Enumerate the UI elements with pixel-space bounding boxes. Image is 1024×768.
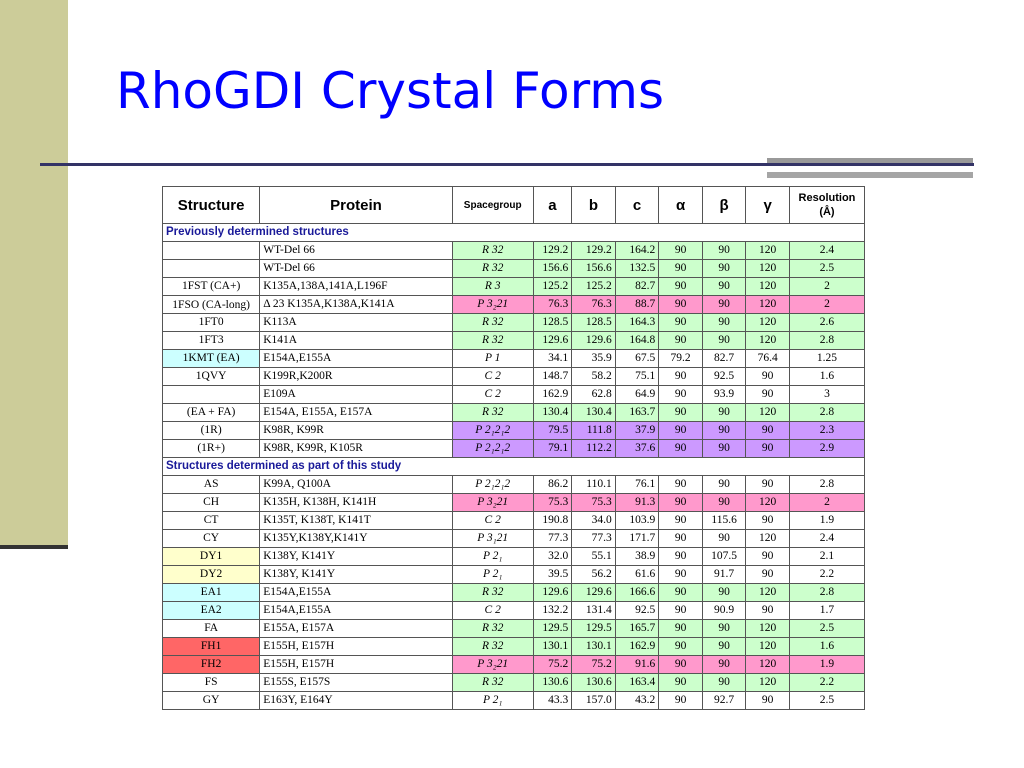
cell-alpha: 90 <box>659 602 703 620</box>
cell-b: 76.3 <box>572 296 616 314</box>
col-header-a: a <box>533 187 571 224</box>
table-row <box>163 296 865 314</box>
cell-structure: FH2 <box>163 656 260 674</box>
cell-spacegroup: R 32 <box>452 674 533 692</box>
cell-protein: K113A <box>260 314 452 332</box>
col-header-alpha: α <box>659 187 703 224</box>
table-row <box>163 494 865 512</box>
cell-spacegroup: R 3 <box>452 278 533 296</box>
cell-resolution: 2.4 <box>789 242 864 260</box>
cell-resolution: 1.9 <box>789 512 864 530</box>
cell-gamma: 76.4 <box>746 350 790 368</box>
cell-beta: 82.7 <box>702 350 746 368</box>
cell-alpha: 79.2 <box>659 350 703 368</box>
table-row <box>163 386 865 404</box>
cell-beta: 92.5 <box>702 368 746 386</box>
cell-resolution: 2 <box>789 296 864 314</box>
cell-protein: K135H, K138H, K141H <box>260 494 452 512</box>
cell-gamma: 90 <box>746 692 790 710</box>
cell-gamma: 90 <box>746 368 790 386</box>
table-row <box>163 512 865 530</box>
cell-structure: (EA + FA) <box>163 404 260 422</box>
cell-protein: E154A,E155A <box>260 584 452 602</box>
cell-protein: E155H, E157H <box>260 656 452 674</box>
cell-spacegroup: R 32 <box>452 314 533 332</box>
table-row <box>163 530 865 548</box>
cell-resolution: 3 <box>789 386 864 404</box>
cell-c: 163.7 <box>615 404 659 422</box>
cell-c: 75.1 <box>615 368 659 386</box>
cell-c: 164.2 <box>615 242 659 260</box>
cell-spacegroup: P 2₁ <box>452 566 533 584</box>
cell-b: 130.6 <box>572 674 616 692</box>
cell-a: 128.5 <box>533 314 571 332</box>
cell-a: 77.3 <box>533 530 571 548</box>
cell-spacegroup: P 3₂21 <box>452 494 533 512</box>
section-label: Structures determined as part of this study <box>163 458 865 476</box>
cell-structure: EA1 <box>163 584 260 602</box>
cell-spacegroup: C 2 <box>452 386 533 404</box>
cell-alpha: 90 <box>659 314 703 332</box>
cell-beta: 92.7 <box>702 692 746 710</box>
cell-structure: (1R) <box>163 422 260 440</box>
cell-resolution: 1.7 <box>789 602 864 620</box>
cell-alpha: 90 <box>659 530 703 548</box>
cell-a: 129.6 <box>533 332 571 350</box>
cell-b: 35.9 <box>572 350 616 368</box>
cell-resolution: 1.9 <box>789 656 864 674</box>
cell-a: 129.6 <box>533 584 571 602</box>
cell-c: 171.7 <box>615 530 659 548</box>
cell-protein: E163Y, E164Y <box>260 692 452 710</box>
cell-gamma: 90 <box>746 476 790 494</box>
cell-protein: K199R,K200R <box>260 368 452 386</box>
cell-c: 76.1 <box>615 476 659 494</box>
cell-a: 75.3 <box>533 494 571 512</box>
col-header-c: c <box>615 187 659 224</box>
col-header-protein: Protein <box>260 187 452 224</box>
cell-structure: FS <box>163 674 260 692</box>
cell-beta: 90 <box>702 440 746 458</box>
cell-spacegroup: R 32 <box>452 584 533 602</box>
cell-resolution: 1.25 <box>789 350 864 368</box>
cell-gamma: 120 <box>746 494 790 512</box>
cell-protein: E154A, E155A, E157A <box>260 404 452 422</box>
cell-c: 91.6 <box>615 656 659 674</box>
cell-spacegroup: P 1 <box>452 350 533 368</box>
cell-structure: AS <box>163 476 260 494</box>
cell-alpha: 90 <box>659 278 703 296</box>
table-row <box>163 404 865 422</box>
cell-spacegroup: P 2₁ <box>452 692 533 710</box>
cell-structure <box>163 260 260 278</box>
cell-alpha: 90 <box>659 440 703 458</box>
cell-c: 132.5 <box>615 260 659 278</box>
cell-structure: (1R+) <box>163 440 260 458</box>
cell-c: 166.6 <box>615 584 659 602</box>
cell-resolution: 2.3 <box>789 422 864 440</box>
cell-beta: 90 <box>702 422 746 440</box>
cell-a: 130.4 <box>533 404 571 422</box>
cell-spacegroup: C 2 <box>452 368 533 386</box>
cell-beta: 90 <box>702 674 746 692</box>
cell-structure: 1QVY <box>163 368 260 386</box>
cell-resolution: 2.5 <box>789 620 864 638</box>
cell-beta: 90 <box>702 404 746 422</box>
cell-protein: Δ 23 K135A,K138A,K141A <box>260 296 452 314</box>
cell-protein: K135A,138A,141A,L196F <box>260 278 452 296</box>
table-body <box>163 224 865 710</box>
cell-b: 129.6 <box>572 332 616 350</box>
cell-beta: 90.9 <box>702 602 746 620</box>
cell-protein: K98R, K99R, K105R <box>260 440 452 458</box>
cell-protein: K138Y, K141Y <box>260 548 452 566</box>
cell-b: 77.3 <box>572 530 616 548</box>
cell-protein: K98R, K99R <box>260 422 452 440</box>
cell-c: 164.3 <box>615 314 659 332</box>
sidebar-divider <box>0 545 68 549</box>
cell-resolution: 1.6 <box>789 368 864 386</box>
cell-c: 64.9 <box>615 386 659 404</box>
cell-gamma: 120 <box>746 296 790 314</box>
cell-c: 38.9 <box>615 548 659 566</box>
cell-structure: CH <box>163 494 260 512</box>
cell-structure: FA <box>163 620 260 638</box>
cell-structure: 1KMT (EA) <box>163 350 260 368</box>
cell-spacegroup: P 2₁2₁2 <box>452 476 533 494</box>
cell-beta: 90 <box>702 476 746 494</box>
cell-beta: 115.6 <box>702 512 746 530</box>
cell-spacegroup: R 32 <box>452 332 533 350</box>
cell-protein: E109A <box>260 386 452 404</box>
table-row <box>163 440 865 458</box>
cell-c: 162.9 <box>615 638 659 656</box>
table-row <box>163 656 865 674</box>
cell-c: 61.6 <box>615 566 659 584</box>
cell-spacegroup: R 32 <box>452 260 533 278</box>
cell-resolution: 2.2 <box>789 566 864 584</box>
cell-gamma: 120 <box>746 278 790 296</box>
cell-protein: E155H, E157H <box>260 638 452 656</box>
cell-beta: 90 <box>702 530 746 548</box>
cell-resolution: 2.5 <box>789 260 864 278</box>
cell-alpha: 90 <box>659 548 703 566</box>
cell-gamma: 90 <box>746 440 790 458</box>
col-header-gamma: γ <box>746 187 790 224</box>
cell-a: 129.2 <box>533 242 571 260</box>
table-row <box>163 566 865 584</box>
table-row <box>163 602 865 620</box>
section-label: Previously determined structures <box>163 224 865 242</box>
cell-spacegroup: P 2₁2₁2 <box>452 422 533 440</box>
cell-structure: DY2 <box>163 566 260 584</box>
cell-protein: K135Y,K138Y,K141Y <box>260 530 452 548</box>
cell-a: 79.5 <box>533 422 571 440</box>
cell-alpha: 90 <box>659 494 703 512</box>
cell-alpha: 90 <box>659 566 703 584</box>
cell-gamma: 120 <box>746 404 790 422</box>
cell-alpha: 90 <box>659 638 703 656</box>
cell-c: 163.4 <box>615 674 659 692</box>
cell-c: 43.2 <box>615 692 659 710</box>
cell-protein: K138Y, K141Y <box>260 566 452 584</box>
cell-protein: E154A,E155A <box>260 350 452 368</box>
cell-resolution: 2.6 <box>789 314 864 332</box>
cell-b: 62.8 <box>572 386 616 404</box>
cell-c: 103.9 <box>615 512 659 530</box>
cell-a: 190.8 <box>533 512 571 530</box>
page-title: RhoGDI Crystal Forms <box>116 62 665 120</box>
table-row <box>163 314 865 332</box>
col-header-b: b <box>572 187 616 224</box>
cell-b: 34.0 <box>572 512 616 530</box>
cell-spacegroup: R 32 <box>452 638 533 656</box>
cell-gamma: 120 <box>746 332 790 350</box>
table-row <box>163 368 865 386</box>
cell-protein: K99A, Q100A <box>260 476 452 494</box>
cell-alpha: 90 <box>659 584 703 602</box>
cell-a: 129.5 <box>533 620 571 638</box>
table-row <box>163 332 865 350</box>
table-row <box>163 674 865 692</box>
crystal-forms-table <box>162 186 865 710</box>
cell-c: 88.7 <box>615 296 659 314</box>
cell-alpha: 90 <box>659 404 703 422</box>
cell-resolution: 2.8 <box>789 584 864 602</box>
cell-a: 76.3 <box>533 296 571 314</box>
cell-resolution: 1.6 <box>789 638 864 656</box>
cell-a: 156.6 <box>533 260 571 278</box>
cell-gamma: 120 <box>746 260 790 278</box>
table-row <box>163 278 865 296</box>
cell-resolution: 2.8 <box>789 332 864 350</box>
cell-b: 130.1 <box>572 638 616 656</box>
cell-a: 125.2 <box>533 278 571 296</box>
cell-protein: K141A <box>260 332 452 350</box>
cell-gamma: 90 <box>746 548 790 566</box>
cell-resolution: 2 <box>789 494 864 512</box>
table-row <box>163 260 865 278</box>
cell-resolution: 2.5 <box>789 692 864 710</box>
cell-a: 75.2 <box>533 656 571 674</box>
cell-a: 130.6 <box>533 674 571 692</box>
cell-gamma: 90 <box>746 566 790 584</box>
cell-structure: 1FSO (CA-long) <box>163 296 260 314</box>
cell-beta: 90 <box>702 296 746 314</box>
cell-resolution: 2.9 <box>789 440 864 458</box>
cell-c: 37.9 <box>615 422 659 440</box>
col-header-structure: Structure <box>163 187 260 224</box>
cell-alpha: 90 <box>659 386 703 404</box>
cell-b: 157.0 <box>572 692 616 710</box>
cell-structure: DY1 <box>163 548 260 566</box>
cell-beta: 90 <box>702 584 746 602</box>
cell-beta: 90 <box>702 620 746 638</box>
cell-structure: 1FST (CA+) <box>163 278 260 296</box>
cell-spacegroup: P 3₁21 <box>452 530 533 548</box>
table-row <box>163 584 865 602</box>
cell-alpha: 90 <box>659 620 703 638</box>
cell-beta: 90 <box>702 494 746 512</box>
table-row <box>163 692 865 710</box>
cell-c: 37.6 <box>615 440 659 458</box>
cell-b: 110.1 <box>572 476 616 494</box>
table-header-row <box>163 187 865 224</box>
cell-gamma: 90 <box>746 386 790 404</box>
table-row <box>163 242 865 260</box>
cell-c: 67.5 <box>615 350 659 368</box>
cell-resolution: 2.8 <box>789 404 864 422</box>
cell-b: 129.2 <box>572 242 616 260</box>
cell-b: 55.1 <box>572 548 616 566</box>
cell-structure <box>163 242 260 260</box>
cell-beta: 91.7 <box>702 566 746 584</box>
cell-a: 32.0 <box>533 548 571 566</box>
cell-structure <box>163 386 260 404</box>
cell-b: 129.6 <box>572 584 616 602</box>
cell-gamma: 120 <box>746 584 790 602</box>
cell-b: 130.4 <box>572 404 616 422</box>
cell-alpha: 90 <box>659 332 703 350</box>
cell-b: 75.2 <box>572 656 616 674</box>
cell-gamma: 120 <box>746 530 790 548</box>
cell-c: 91.3 <box>615 494 659 512</box>
cell-spacegroup: C 2 <box>452 602 533 620</box>
cell-gamma: 120 <box>746 638 790 656</box>
cell-protein: E155S, E157S <box>260 674 452 692</box>
cell-resolution: 2.1 <box>789 548 864 566</box>
cell-b: 112.2 <box>572 440 616 458</box>
cell-c: 164.8 <box>615 332 659 350</box>
decorative-bar <box>767 172 973 178</box>
cell-beta: 90 <box>702 314 746 332</box>
cell-b: 111.8 <box>572 422 616 440</box>
cell-b: 129.5 <box>572 620 616 638</box>
cell-protein: WT-Del 66 <box>260 242 452 260</box>
cell-structure: 1FT3 <box>163 332 260 350</box>
cell-c: 165.7 <box>615 620 659 638</box>
cell-beta: 90 <box>702 260 746 278</box>
cell-resolution: 2.4 <box>789 530 864 548</box>
cell-alpha: 90 <box>659 368 703 386</box>
cell-b: 56.2 <box>572 566 616 584</box>
cell-b: 128.5 <box>572 314 616 332</box>
cell-protein: E154A,E155A <box>260 602 452 620</box>
table-row <box>163 548 865 566</box>
cell-beta: 90 <box>702 638 746 656</box>
cell-a: 86.2 <box>533 476 571 494</box>
cell-b: 131.4 <box>572 602 616 620</box>
table-row <box>163 476 865 494</box>
cell-b: 75.3 <box>572 494 616 512</box>
table-row <box>163 350 865 368</box>
cell-alpha: 90 <box>659 512 703 530</box>
cell-alpha: 90 <box>659 296 703 314</box>
cell-structure: 1FT0 <box>163 314 260 332</box>
cell-a: 162.9 <box>533 386 571 404</box>
cell-structure: CY <box>163 530 260 548</box>
cell-alpha: 90 <box>659 476 703 494</box>
table-row <box>163 422 865 440</box>
cell-beta: 90 <box>702 278 746 296</box>
cell-spacegroup: R 32 <box>452 620 533 638</box>
table-row <box>163 620 865 638</box>
cell-spacegroup: R 32 <box>452 242 533 260</box>
cell-structure: EA2 <box>163 602 260 620</box>
cell-a: 34.1 <box>533 350 571 368</box>
table-row <box>163 638 865 656</box>
cell-structure: FH1 <box>163 638 260 656</box>
cell-a: 79.1 <box>533 440 571 458</box>
cell-alpha: 90 <box>659 422 703 440</box>
cell-b: 156.6 <box>572 260 616 278</box>
cell-alpha: 90 <box>659 242 703 260</box>
cell-alpha: 90 <box>659 674 703 692</box>
cell-resolution: 2 <box>789 278 864 296</box>
cell-gamma: 120 <box>746 656 790 674</box>
section-header-row <box>163 224 865 242</box>
cell-beta: 90 <box>702 656 746 674</box>
cell-a: 43.3 <box>533 692 571 710</box>
cell-beta: 93.9 <box>702 386 746 404</box>
cell-spacegroup: P 2₁ <box>452 548 533 566</box>
cell-gamma: 120 <box>746 620 790 638</box>
cell-b: 125.2 <box>572 278 616 296</box>
cell-alpha: 90 <box>659 656 703 674</box>
cell-a: 132.2 <box>533 602 571 620</box>
cell-structure: GY <box>163 692 260 710</box>
title-divider <box>40 163 974 166</box>
cell-structure: CT <box>163 512 260 530</box>
cell-c: 82.7 <box>615 278 659 296</box>
cell-resolution: 2.2 <box>789 674 864 692</box>
cell-gamma: 90 <box>746 422 790 440</box>
cell-protein: K135T, K138T, K141T <box>260 512 452 530</box>
cell-protein: WT-Del 66 <box>260 260 452 278</box>
cell-spacegroup: R 32 <box>452 404 533 422</box>
cell-beta: 107.5 <box>702 548 746 566</box>
cell-gamma: 120 <box>746 314 790 332</box>
cell-a: 130.1 <box>533 638 571 656</box>
cell-spacegroup: P 2₁2₁2 <box>452 440 533 458</box>
cell-beta: 90 <box>702 242 746 260</box>
cell-spacegroup: P 3₂21 <box>452 656 533 674</box>
cell-gamma: 120 <box>746 674 790 692</box>
cell-beta: 90 <box>702 332 746 350</box>
cell-gamma: 120 <box>746 242 790 260</box>
cell-gamma: 90 <box>746 512 790 530</box>
cell-spacegroup: P 3₂21 <box>452 296 533 314</box>
cell-a: 39.5 <box>533 566 571 584</box>
sidebar-band <box>0 0 68 547</box>
cell-gamma: 90 <box>746 602 790 620</box>
cell-alpha: 90 <box>659 692 703 710</box>
cell-protein: E155A, E157A <box>260 620 452 638</box>
cell-a: 148.7 <box>533 368 571 386</box>
col-header-resolution: Resolution (Å) <box>789 187 864 224</box>
col-header-spacegroup: Spacegroup <box>452 187 533 224</box>
cell-spacegroup: C 2 <box>452 512 533 530</box>
cell-alpha: 90 <box>659 260 703 278</box>
cell-resolution: 2.8 <box>789 476 864 494</box>
section-header-row <box>163 458 865 476</box>
col-header-beta: β <box>702 187 746 224</box>
cell-c: 92.5 <box>615 602 659 620</box>
cell-b: 58.2 <box>572 368 616 386</box>
